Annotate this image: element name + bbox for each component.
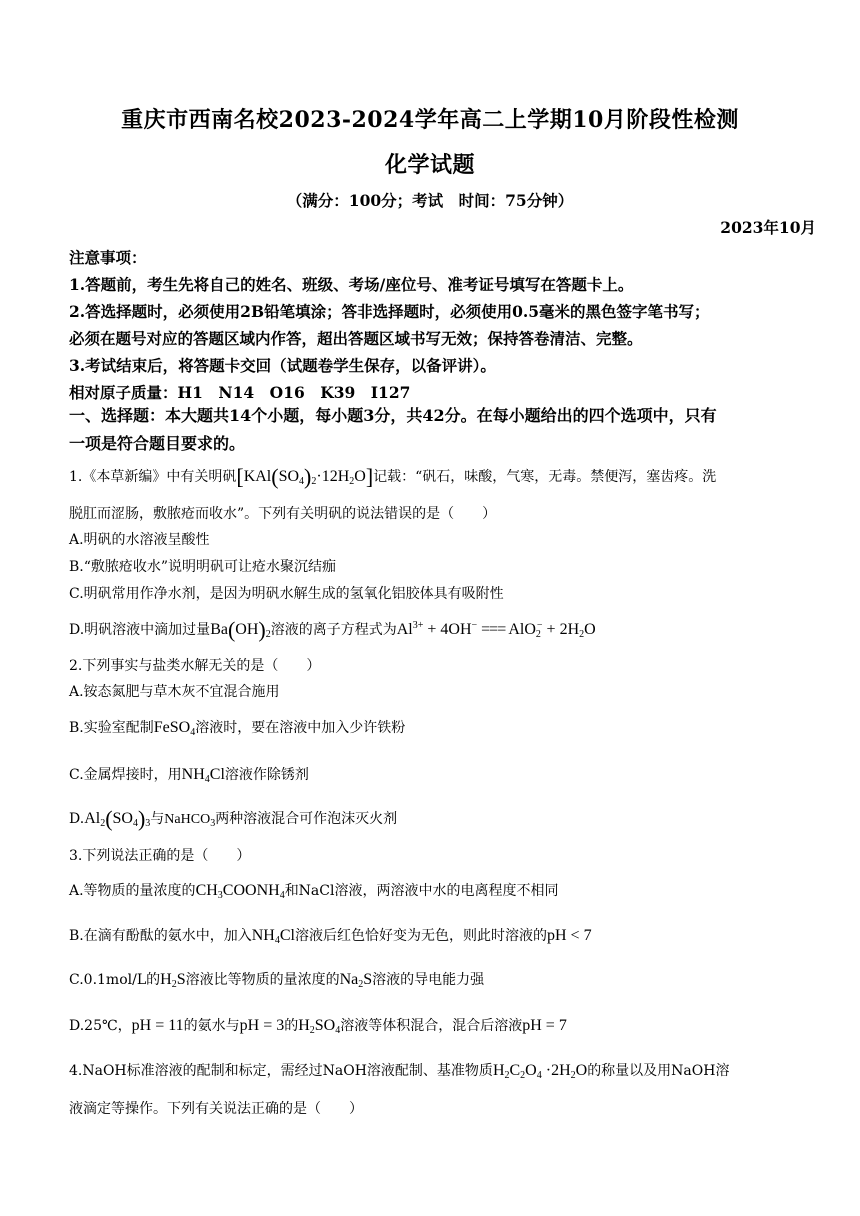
q1-d-formula: $Ba(OH)_2$	[210, 617, 271, 642]
q3-a-prefix: A.等物质的量浓度的	[69, 883, 196, 899]
exam-date: 2023年10月	[720, 218, 816, 237]
atomic-mass-line: 相对原子质量：H1 N14 O16 K39 I127	[69, 383, 411, 402]
q2-c-suffix: 溶液作除锈剂	[224, 767, 309, 783]
q2-c-prefix: C.金属焊接时，用	[69, 767, 182, 783]
q3-b-ph: pH < 7	[546, 927, 592, 944]
q2-d-mid: 与	[150, 811, 165, 827]
exam-subtitle: （满分：100分；考试 时间：75分钟）	[286, 191, 574, 210]
q3-option-b	[69, 925, 799, 947]
q2-b-suffix: 溶液时，要在溶液中加入少许铁粉	[195, 720, 406, 736]
q2-b-prefix: B.实验室配制	[69, 720, 154, 736]
q2-d-prefix: D.	[69, 811, 85, 827]
q3-c-suffix: 溶液的导电能力强	[372, 972, 485, 988]
note-item-2-cont: 必须在题号对应的答题区域内作答，超出答题区域书写无效；保持答卷清洁、完整。	[69, 329, 643, 348]
section-line-2: 一项是符合题目要求的。	[69, 434, 246, 453]
q2-stem: 2.下列事实与盐类水解无关的是（ ）	[69, 658, 321, 674]
q3-d-formula: $H_2SO_4$	[298, 1017, 341, 1036]
q3-d-prefix: D.25℃，	[69, 1018, 132, 1034]
q1-alum-formula: $[KAl(SO_4)_2\cdot 12H_2O]$	[236, 464, 374, 489]
q3-c-prefix: C.0.1mol/L的	[69, 972, 161, 988]
q1-d-prefix: D.明矾溶液中滴加过量	[69, 622, 211, 638]
q1-option-b: B.“敷脓疮收水”说明明矾可让疮水聚沉结痂	[69, 559, 337, 575]
q2-d-formula-1: $Al_2(SO_4)_3$	[84, 806, 151, 831]
note-item-1: 1.答题前，考生先将自己的姓名、班级、考场/座位号、准考证号填写在答题卡上。	[69, 275, 634, 294]
q1-option-a: A.明矾的水溶液呈酸性	[69, 532, 210, 548]
q3-c-formula-2: $Na_2S$	[339, 971, 373, 990]
q3-b-prefix: B.在滴有酚酞的氨水中，加入	[69, 928, 252, 944]
q3-d-ph7: pH = 7	[522, 1017, 567, 1034]
q4-stem-line2: 液滴定等操作。下列有关说法正确的是（ ）	[69, 1101, 363, 1117]
q3-d-mid3: 溶液等体积混合，混合后溶液	[340, 1018, 523, 1034]
section-line-1: 一、选择题：本大题共14个小题，每小题3分，共42分。在每小题给出的四个选项中，只有	[69, 406, 717, 425]
q3-b-suffix: 溶液后红色恰好变为无色，则此时溶液的	[294, 928, 547, 944]
q3-d-ph11: pH = 11	[131, 1017, 184, 1034]
q1-stem-line1	[69, 466, 799, 488]
q1-prefix: 1.《本草新编》中有关明矾	[69, 469, 237, 485]
subject-title: 化学试题	[384, 152, 475, 178]
q3-b-formula: $NH_4Cl$	[251, 927, 295, 946]
q2-d-formula-2: NaHCO$_3$	[164, 812, 216, 829]
q3-d-mid1: 的氨水与	[183, 1018, 240, 1034]
q1-d-mid: 溶液的离子方程式为	[270, 622, 397, 638]
q3-a-formula: $CH_3COONH_4$	[195, 882, 285, 901]
q3-option-a	[69, 880, 799, 902]
q2-option-d	[69, 808, 799, 831]
q3-option-c	[69, 969, 799, 991]
q3-a-suffix: 和NaCl溶液，两溶液中水的电离程度不相同	[284, 883, 559, 899]
q3-d-ph3: pH = 3	[239, 1017, 285, 1034]
q1-suffix: 记载：“矾石，味酸，气寒，无毒。禁便泻，塞齿疼。洗	[373, 469, 717, 485]
q4-formula: $H_2C_2O_4 \cdot 2H_2O$	[492, 1062, 588, 1081]
q1-option-c: C.明矾常用作净水剂，是因为明矾水解生成的氢氧化铝胶体具有吸附性	[69, 586, 504, 602]
notes-heading: 注意事项：	[69, 248, 147, 267]
q4-suffix: 的称量以及用NaOH溶	[587, 1063, 730, 1079]
note-item-2: 2.答选择题时，必须使用2B铅笔填涂；答非选择题时，必须使用0.5毫米的黑色签字笔书写；	[69, 302, 710, 321]
q2-c-formula: $NH_4Cl$	[181, 766, 225, 785]
q3-c-mid: 溶液比等物质的量浓度的	[185, 972, 340, 988]
q3-d-mid2: 的	[284, 1018, 299, 1034]
q2-option-b	[69, 717, 799, 739]
q1-d-equation: $Al^{3+} + 4OH^-$ === $AlO_2^- + 2H_2O$	[396, 620, 596, 640]
q2-option-a: A.铵态氮肥与草木灰不宜混合施用	[69, 684, 280, 700]
q1-stem-line2: 脱肛而涩肠，敷脓疮而收水”。下列有关明矾的说法错误的是（ ）	[69, 506, 497, 522]
q4-stem-line1	[69, 1060, 799, 1082]
q2-d-suffix: 两种溶液混合可作泡沫灭火剂	[215, 811, 398, 827]
notes-block	[69, 244, 799, 406]
q2-option-c	[69, 764, 799, 786]
q1-option-d	[69, 619, 799, 641]
q3-option-d	[69, 1015, 799, 1037]
q3-c-formula-1: $H_2S$	[160, 971, 186, 990]
exam-title: 重庆市西南名校2023-2024学年高二上学期10月阶段性检测	[121, 107, 739, 133]
note-item-3: 3.考试结束后，将答题卡交回（试题卷学生保存，以备评讲）。	[69, 356, 496, 375]
q2-b-formula: FeSO$_4$	[153, 719, 196, 738]
q3-stem: 3.下列说法正确的是（ ）	[69, 848, 251, 864]
q4-prefix: 4.NaOH标准溶液的配制和标定，需经过NaOH溶液配制、基准物质	[69, 1063, 493, 1079]
section-heading	[69, 402, 799, 458]
